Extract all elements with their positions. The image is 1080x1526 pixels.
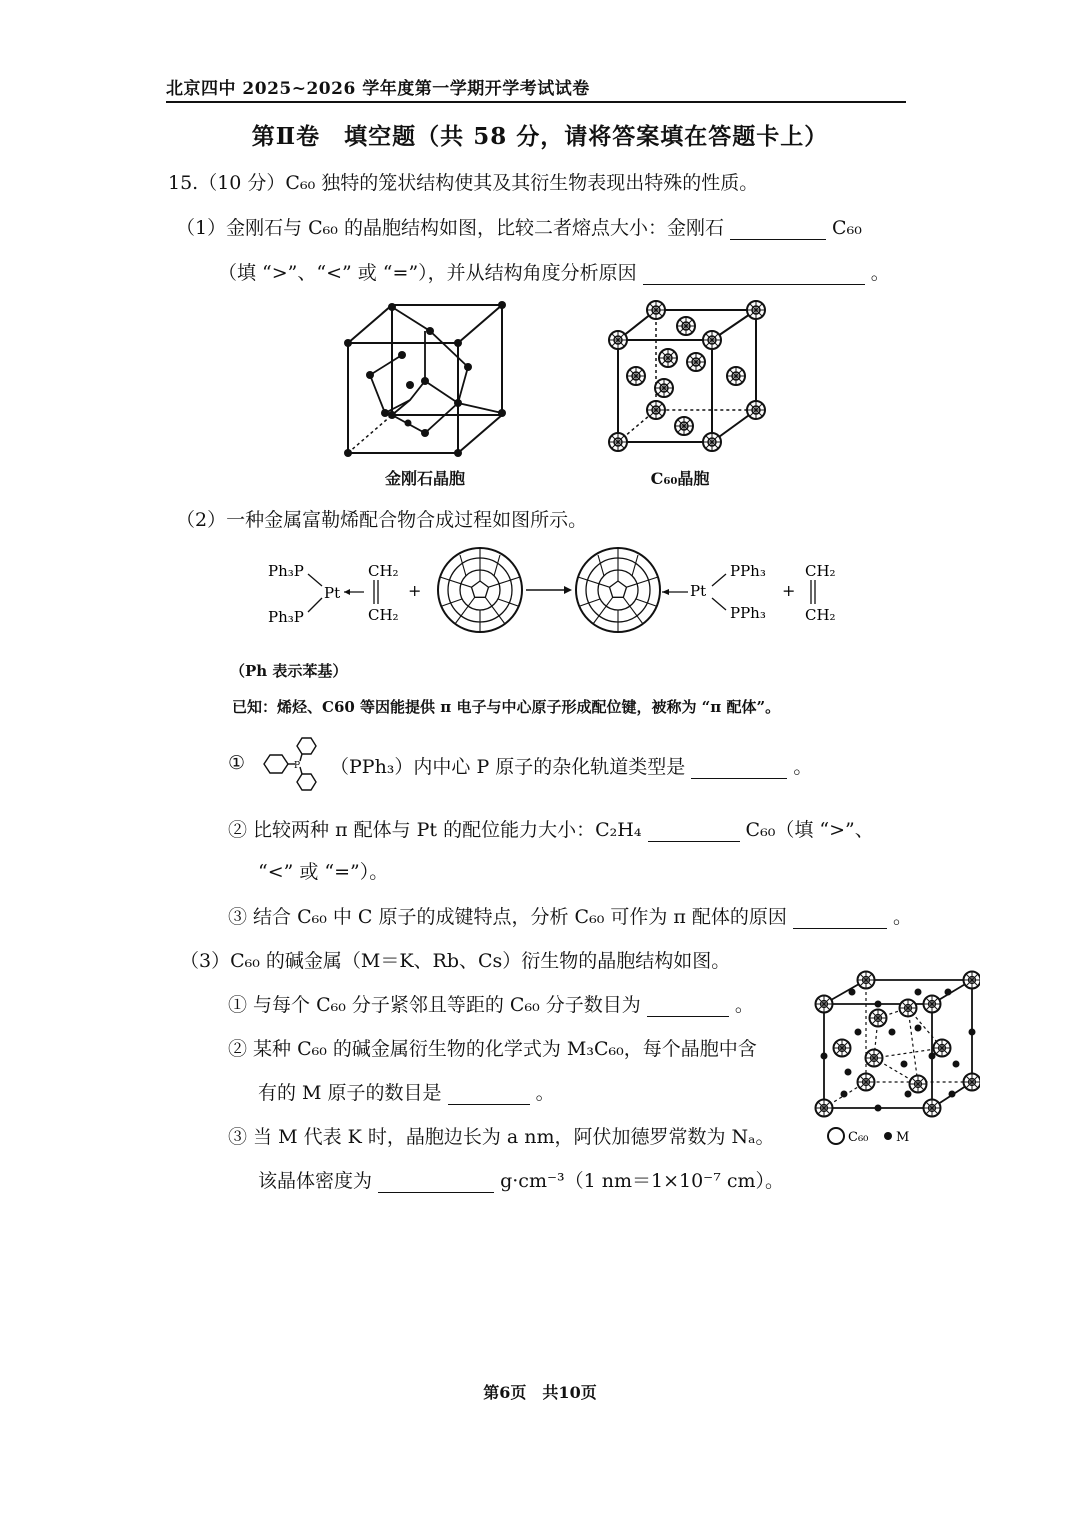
q15-intro: 15.（10 分）C₆₀ 独特的笼状结构使其及其衍生物表现出特殊的性质。 <box>168 172 759 194</box>
sub3-text: ③ 结合 C₆₀ 中 C 原子的成键特点，分析 C₆₀ 可作为 π 配体的原因 <box>228 906 787 928</box>
answer-blank-5[interactable] <box>793 910 887 929</box>
legend-c60-label: C₆₀ <box>848 1130 869 1145</box>
part1-line2-end: 。 <box>870 262 890 284</box>
c60-molecule-reactant <box>438 548 522 632</box>
plus-sign-1: + <box>408 581 422 600</box>
sub3-line <box>228 902 912 929</box>
p3-sub1-text: ① 与每个 C₆₀ 分子紧邻且等距的 C₆₀ 分子数目为 <box>228 994 641 1016</box>
answer-blank-3[interactable] <box>691 760 787 779</box>
answer-blank-6[interactable] <box>647 998 729 1017</box>
sub1-text: （PPh₃）内中心 P 原子的杂化轨道类型是 <box>330 756 686 778</box>
m3c60-unit-cell-diagram <box>808 968 980 1153</box>
p3-sub1-line <box>228 990 754 1017</box>
pph3-structure-icon <box>262 736 330 792</box>
p3-sub2-end: 。 <box>535 1082 555 1104</box>
legend-m-label: M <box>896 1130 910 1145</box>
diamond-unit-cell-diagram <box>340 295 520 460</box>
sub2-end: C₆₀（填 “>”、 <box>745 819 874 841</box>
legend-m-icon <box>884 1132 892 1140</box>
exam-header: 北京四中 2025~2026 学年度第一学期开学考试试卷 <box>166 74 906 103</box>
pt-right-label: Pt <box>690 582 707 600</box>
part1-line1-text: （1）金刚石与 C₆₀ 的晶胞结构如图，比较二者熔点大小：金刚石 <box>176 217 724 239</box>
part1-line2 <box>218 258 890 285</box>
answer-blank-4[interactable] <box>648 823 740 842</box>
p3-sub3-unit: g·cm⁻³（1 nm＝1×10⁻⁷ cm）。 <box>500 1170 785 1192</box>
answer-blank-1[interactable] <box>730 221 826 240</box>
pph3-top-label: PPh₃ <box>730 562 766 580</box>
ch2-bottom-right-label: CH₂ <box>805 606 836 624</box>
part1-line1-end: C₆₀ <box>832 217 862 239</box>
answer-blank-8[interactable] <box>378 1174 494 1193</box>
sub2-line1 <box>228 815 874 842</box>
sub2-text: ② 比较两种 π 配体与 Pt 的配位能力大小：C₂H₄ <box>228 819 642 841</box>
c60-caption: C₆₀晶胞 <box>650 469 710 488</box>
p3-sub3-text: 该晶体密度为 <box>258 1170 373 1192</box>
answer-blank-7[interactable] <box>448 1086 530 1105</box>
part1-line2-text: （填 “>”、“<” 或 “=”），并从结构角度分析原因 <box>218 262 637 284</box>
ph-note: （Ph 表示苯基） <box>230 662 348 680</box>
sub2-line2: “<” 或 “=”）。 <box>258 861 389 883</box>
p3-sub3-line2 <box>258 1166 784 1193</box>
c60-molecule-product <box>576 548 660 632</box>
pph3-p-label: P <box>294 761 301 771</box>
ch2-bottom-label: CH₂ <box>368 606 399 624</box>
part2-line: （2）一种金属富勒烯配合物合成过程如图所示。 <box>176 509 588 531</box>
part3-line: （3）C₆₀ 的碱金属（M＝K、Rb、Cs）衍生物的晶胞结构如图。 <box>180 950 731 972</box>
legend-c60-icon <box>828 1128 844 1144</box>
p3-sub2-line1: ② 某种 C₆₀ 的碱金属衍生物的化学式为 M₃C₆₀，每个晶胞中含 <box>228 1038 757 1060</box>
sub1-number: ① <box>228 752 246 774</box>
p3-sub1-end: 。 <box>734 994 754 1016</box>
pph3-bottom-label: PPh₃ <box>730 604 766 622</box>
ch2-top-label: CH₂ <box>368 562 399 580</box>
diamond-caption: 金刚石晶胞 <box>384 469 465 488</box>
ch2-top-right-label: CH₂ <box>805 562 836 580</box>
section-title: 第Ⅱ卷 填空题（共 58 分，请将答案填在答题卡上） <box>251 123 829 150</box>
pt-left-label: Pt <box>324 584 341 602</box>
sub1-end: 。 <box>793 756 813 778</box>
known-note: 已知：烯烃、C60 等因能提供 π 电子与中心原子形成配位键，被称为 “π 配体”。 <box>232 698 781 716</box>
part1-line1 <box>176 213 862 240</box>
ph3p-bottom-label: Ph₃P <box>268 608 304 626</box>
answer-blank-2[interactable] <box>643 266 865 285</box>
reaction-scheme <box>260 540 850 640</box>
sub1-line <box>330 752 812 779</box>
p3-sub2-text: 有的 M 原子的数目是 <box>258 1082 442 1104</box>
p3-sub3-line1: ③ 当 M 代表 K 时，晶胞边长为 a nm，阿伏加德罗常数为 Nₐ。 <box>228 1126 775 1148</box>
c60-unit-cell-diagram <box>600 298 780 458</box>
page-footer: 第6页 共10页 <box>483 1383 597 1402</box>
plus-sign-2: + <box>782 581 796 600</box>
sub3-end: 。 <box>893 906 913 928</box>
ph3p-top-label: Ph₃P <box>268 562 304 580</box>
p3-sub2-line2 <box>258 1078 555 1105</box>
